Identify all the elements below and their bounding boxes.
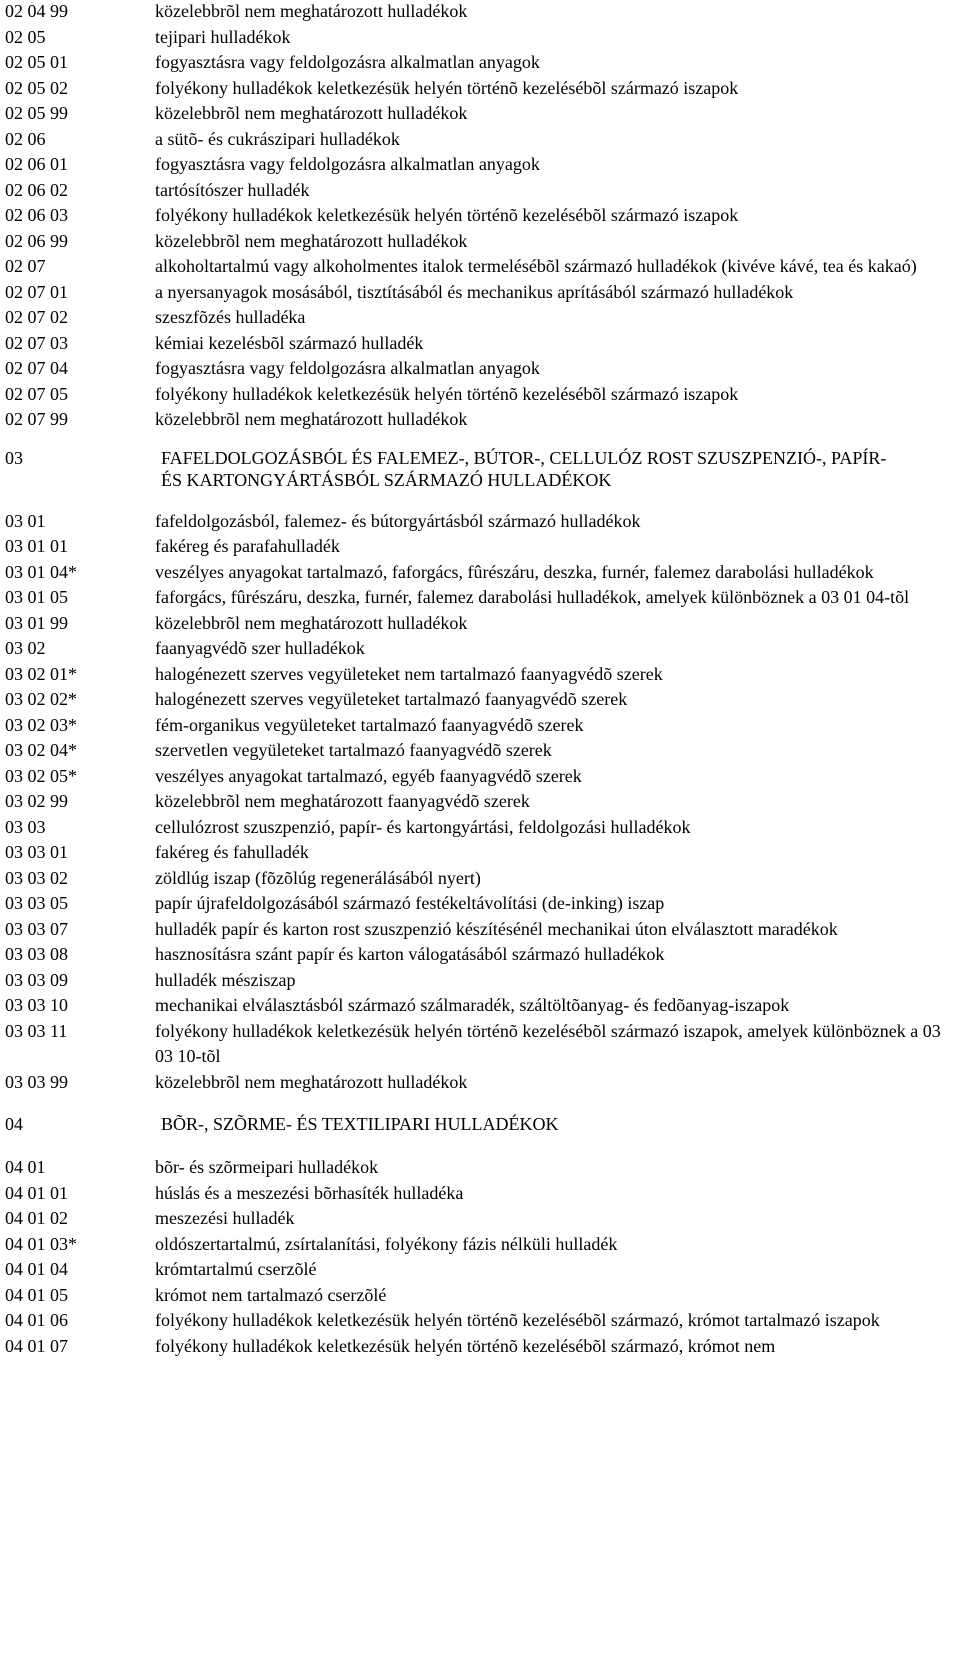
waste-code: 03 02 05* xyxy=(5,765,77,786)
waste-code: 04 01 07 xyxy=(5,1335,68,1356)
waste-description: meszezési hulladék xyxy=(155,1208,295,1228)
list-item xyxy=(5,764,955,790)
waste-description: hasznosításra szánt papír és karton válogatásából származó hulladékok xyxy=(155,944,665,964)
waste-code: 02 07 04 xyxy=(5,358,68,378)
waste-description: folyékony hulladékok keletkezésük helyén történõ kezelésébõl származó iszapok xyxy=(155,383,739,404)
list-item xyxy=(5,1308,955,1334)
list-item xyxy=(5,1257,955,1283)
list-item xyxy=(5,229,955,255)
waste-code: 04 01 03* xyxy=(5,1233,77,1254)
waste-description: fém-organikus vegyületeket tartalmazó faanyagvédõ szerek xyxy=(155,714,584,735)
waste-code: 02 07 01 xyxy=(5,281,68,302)
list-item xyxy=(5,509,955,535)
waste-code: 03 03 09 xyxy=(5,969,68,990)
waste-description: papír újrafeldolgozásából származó festékeltávolítási (de-inking) iszap xyxy=(155,893,665,913)
list-item xyxy=(5,50,955,76)
list-item xyxy=(5,1070,955,1096)
chapter-title: BÕR-, SZÕRME- ÉS TEXTILIPARI HULLADÉKOK xyxy=(161,1114,559,1134)
waste-code: 03 03 08 xyxy=(5,944,68,964)
list-item xyxy=(5,993,955,1019)
list-item xyxy=(5,968,955,994)
waste-code: 03 03 99 xyxy=(5,1071,68,1092)
waste-code: 04 01 04 xyxy=(5,1259,68,1279)
waste-description: szervetlen vegyületeket tartalmazó faanyagvédõ szerek xyxy=(155,740,552,760)
waste-description: krómot nem tartalmazó cserzõlé xyxy=(155,1284,387,1305)
waste-description: folyékony hulladékok keletkezésük helyén történõ kezelésébõl származó iszapok, amelyek különböznek a 03 03 10-tõl xyxy=(155,1020,941,1066)
list-item xyxy=(5,76,955,102)
waste-description: hulladék papír és karton rost szuszpenzió készítésénél mechanikai úton elválasztott maradékok xyxy=(155,918,838,939)
waste-code: 02 07 03 xyxy=(5,332,68,353)
list-item xyxy=(5,662,955,688)
list-item xyxy=(5,815,955,841)
waste-description: alkoholtartalmú vagy alkoholmentes italok termelésébõl származó hulladékok (kivéve kávé, tea és kakaó) xyxy=(155,256,917,276)
waste-description: folyékony hulladékok keletkezésük helyén történõ kezelésébõl származó iszapok xyxy=(155,77,739,98)
list-item xyxy=(5,356,955,382)
waste-code: 03 03 xyxy=(5,816,46,837)
waste-code: 03 01 99 xyxy=(5,612,68,633)
list-item xyxy=(5,1334,955,1360)
chapter-code: 04 xyxy=(5,1114,23,1134)
list-item xyxy=(5,280,955,306)
waste-code: 03 03 05 xyxy=(5,893,68,913)
waste-code: 02 06 01 xyxy=(5,154,68,174)
waste-description: közelebbrõl nem meghatározott hulladékok xyxy=(155,409,468,429)
waste-description: közelebbrõl nem meghatározott hulladékok xyxy=(155,103,468,123)
waste-description: faforgács, fûrészáru, deszka, furnér, falemez darabolási hulladékok, amelyek különböznek a 03 01 04-tõl xyxy=(155,587,910,607)
waste-description: fogyasztásra vagy feldolgozásra alkalmatlan anyagok xyxy=(155,358,540,378)
waste-code: 03 03 10 xyxy=(5,995,68,1015)
waste-description: oldószertartalmú, zsírtalanítási, folyékony fázis nélküli hulladék xyxy=(155,1233,618,1254)
list-item xyxy=(5,789,955,815)
list-item xyxy=(5,25,955,51)
waste-description: közelebbrõl nem meghatározott hulladékok xyxy=(155,1,468,21)
waste-code: 03 03 11 xyxy=(5,1020,68,1041)
waste-description: folyékony hulladékok keletkezésük helyén történõ kezelésébõl származó, krómot nem xyxy=(155,1335,776,1356)
list-item xyxy=(5,1019,955,1070)
list-item xyxy=(5,1181,955,1207)
list-item xyxy=(5,254,955,280)
chapter-title: FAFELDOLGOZÁSBÓL ÉS FALEMEZ-, BÚTOR-, CELLULÓZ ROST SZUSZPENZIÓ-, PAPÍR- ÉS KARTONGYÁRTÁSBÓL SZÁRMAZÓ HULLADÉKOK xyxy=(161,447,887,490)
waste-description: faanyagvédõ szer hulladékok xyxy=(155,638,365,658)
chapter-heading xyxy=(5,1113,955,1135)
waste-description: közelebbrõl nem meghatározott hulladékok xyxy=(155,230,468,251)
waste-code: 02 07 99 xyxy=(5,409,68,429)
waste-description: közelebbrõl nem meghatározott hulladékok xyxy=(155,1071,468,1092)
waste-description: a sütõ- és cukrászipari hulladékok xyxy=(155,128,400,149)
waste-code: 03 01 xyxy=(5,510,46,531)
waste-description: fakéreg és fahulladék xyxy=(155,842,309,862)
waste-code: 03 02 04* xyxy=(5,740,77,760)
waste-code: 04 01 02 xyxy=(5,1208,68,1228)
waste-description: a nyersanyagok mosásából, tisztításából és mechanikus aprításából származó hulladékok xyxy=(155,281,794,302)
waste-description: hulladék mésziszap xyxy=(155,969,296,990)
list-item xyxy=(5,407,955,433)
waste-code: 02 06 02 xyxy=(5,179,68,200)
waste-code: 02 06 xyxy=(5,128,46,149)
waste-code: 03 02 01* xyxy=(5,663,77,684)
list-item xyxy=(5,560,955,586)
waste-code: 03 01 01 xyxy=(5,536,68,556)
waste-code: 03 02 02* xyxy=(5,689,77,709)
list-item xyxy=(5,1232,955,1258)
list-item xyxy=(5,1206,955,1232)
waste-code: 02 06 03 xyxy=(5,205,68,225)
waste-description: folyékony hulladékok keletkezésük helyén történõ kezelésébõl származó, krómot tartalmazó iszapok xyxy=(155,1310,880,1330)
list-item xyxy=(5,1155,955,1181)
list-item xyxy=(5,866,955,892)
waste-description: közelebbrõl nem meghatározott faanyagvédõ szerek xyxy=(155,791,530,811)
waste-description: bõr- és szõrmeipari hulladékok xyxy=(155,1157,379,1177)
waste-description: fafeldolgozásból, falemez- és bútorgyártásból származó hulladékok xyxy=(155,510,641,531)
waste-code: 03 02 99 xyxy=(5,791,68,811)
list-item xyxy=(5,305,955,331)
waste-code: 02 05 01 xyxy=(5,52,68,72)
list-item xyxy=(5,203,955,229)
waste-description: fakéreg és parafahulladék xyxy=(155,536,340,556)
waste-code: 02 07 02 xyxy=(5,307,68,327)
waste-code: 02 05 99 xyxy=(5,103,68,123)
list-item xyxy=(5,917,955,943)
waste-code: 04 01 xyxy=(5,1157,46,1177)
waste-code: 02 05 xyxy=(5,26,46,47)
waste-description: tartósítószer hulladék xyxy=(155,179,310,200)
list-item xyxy=(5,382,955,408)
list-item xyxy=(5,840,955,866)
list-item xyxy=(5,101,955,127)
list-item xyxy=(5,331,955,357)
waste-code: 02 07 xyxy=(5,256,46,276)
list-item xyxy=(5,713,955,739)
waste-description: folyékony hulladékok keletkezésük helyén történõ kezelésébõl származó iszapok xyxy=(155,205,739,225)
list-item xyxy=(5,687,955,713)
list-item xyxy=(5,534,955,560)
waste-code: 04 01 01 xyxy=(5,1182,68,1203)
list-item xyxy=(5,152,955,178)
waste-description: kémiai kezelésbõl származó hulladék xyxy=(155,332,424,353)
waste-description: fogyasztásra vagy feldolgozásra alkalmatlan anyagok xyxy=(155,154,540,174)
waste-code: 03 03 07 xyxy=(5,918,68,939)
waste-code: 02 06 99 xyxy=(5,230,68,251)
waste-code: 02 04 99 xyxy=(5,1,68,21)
waste-description: veszélyes anyagokat tartalmazó, egyéb faanyagvédõ szerek xyxy=(155,765,582,786)
waste-code-list xyxy=(5,0,955,1359)
waste-description: húslás és a meszezési bõrhasíték hulladéka xyxy=(155,1182,464,1203)
waste-code: 03 02 03* xyxy=(5,714,77,735)
waste-description: cellulózrost szuszpenzió, papír- és kartongyártási, feldolgozási hulladékok xyxy=(155,816,691,837)
list-item xyxy=(5,891,955,917)
waste-code: 04 01 06 xyxy=(5,1310,68,1330)
chapter-code: 03 xyxy=(5,447,23,468)
waste-code: 03 01 04* xyxy=(5,561,77,582)
list-item xyxy=(5,942,955,968)
waste-description: szeszfõzés hulladéka xyxy=(155,307,306,327)
waste-code: 03 01 05 xyxy=(5,587,68,607)
waste-code: 02 05 02 xyxy=(5,77,68,98)
waste-description: halogénezett szerves vegyületeket nem tartalmazó faanyagvédõ szerek xyxy=(155,663,663,684)
waste-code: 04 01 05 xyxy=(5,1284,68,1305)
waste-description: veszélyes anyagokat tartalmazó, faforgács, fûrészáru, deszka, furnér, falemez darabolási hulladékok xyxy=(155,561,874,582)
chapter-heading xyxy=(5,447,955,491)
waste-code: 02 07 05 xyxy=(5,383,68,404)
waste-description: fogyasztásra vagy feldolgozásra alkalmatlan anyagok xyxy=(155,52,540,72)
list-item xyxy=(5,0,955,25)
list-item xyxy=(5,178,955,204)
waste-code: 03 02 xyxy=(5,638,46,658)
waste-code: 03 03 02 xyxy=(5,867,68,888)
list-item xyxy=(5,1283,955,1309)
list-item xyxy=(5,738,955,764)
list-item xyxy=(5,611,955,637)
list-item xyxy=(5,636,955,662)
waste-description: mechanikai elválasztásból származó szálmaradék, száltöltõanyag- és fedõanyag-iszapok xyxy=(155,995,790,1015)
waste-description: tejipari hulladékok xyxy=(155,26,291,47)
list-item xyxy=(5,585,955,611)
waste-code: 03 03 01 xyxy=(5,842,68,862)
waste-description: halogénezett szerves vegyületeket tartalmazó faanyagvédõ szerek xyxy=(155,689,628,709)
waste-description: közelebbrõl nem meghatározott hulladékok xyxy=(155,612,468,633)
waste-description: zöldlúg iszap (fõzõlúg regenerálásából nyert) xyxy=(155,867,481,888)
waste-description: krómtartalmú cserzõlé xyxy=(155,1259,317,1279)
list-item xyxy=(5,127,955,153)
